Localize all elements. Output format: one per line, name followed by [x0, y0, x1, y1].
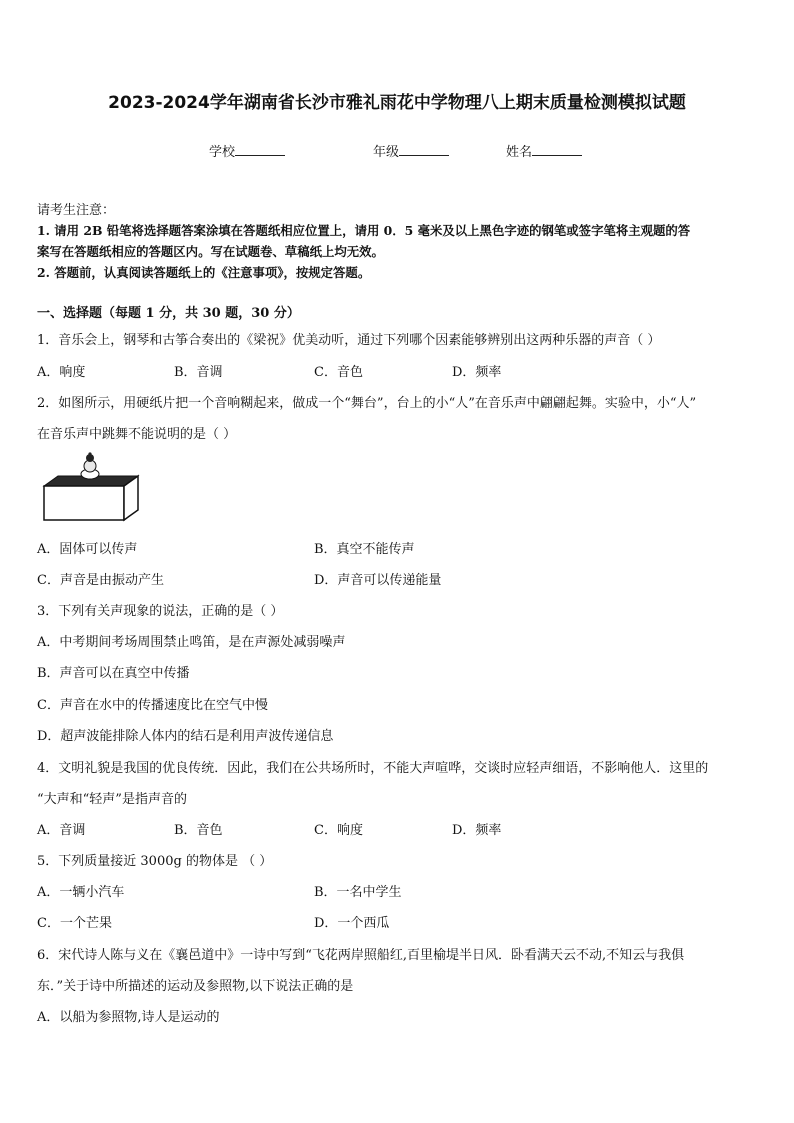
- question-3-option-d: D．超声波能排除人体内的结石是利用声波传递信息: [37, 729, 334, 744]
- grade-field: [373, 141, 449, 160]
- speaker-stage-figure: [40, 452, 140, 524]
- question-2-option-a: A．固体可以传声: [37, 542, 138, 557]
- question-5-option-b: B．一名中学生: [314, 885, 402, 900]
- school-label: 学校: [209, 145, 236, 160]
- question-5-option-d: D．一个西瓜: [314, 916, 390, 931]
- question-1-option-c: C．音色: [314, 365, 363, 380]
- exam-title: 2023-2024学年湖南省长沙市雅礼雨花中学物理八上期末质量检测模拟试题: [108, 93, 686, 113]
- question-5-option-a: A．一辆小汽车: [37, 885, 125, 900]
- student-info-row: [0, 141, 794, 161]
- question-6-stem-line-1: 6．宋代诗人陈与义在《襄邑道中》一诗中写到“飞花两岸照船红,百里榆堤半日风．卧看满天云不动,不知云与我俱: [37, 948, 685, 963]
- school-field: [209, 141, 285, 160]
- question-3-option-a: A．中考期间考场周围禁止鸣笛，是在声源处减弱噪声: [37, 635, 346, 650]
- question-4-option-d: D．频率: [452, 823, 502, 838]
- question-1-option-b: B．音调: [174, 365, 223, 380]
- question-2-stem-line-2: 在音乐声中跳舞不能说明的是（ ）: [37, 427, 237, 442]
- notice-line-3: 2. 答题前，认真阅读答题纸上的《注意事项》，按规定答题。: [37, 265, 371, 280]
- name-field: [506, 141, 582, 160]
- question-2-option-b: B．真空不能传声: [314, 542, 415, 557]
- notice-line-1: 1. 请用 2B 铅笔将选择题答案涂填在答题纸相应位置上，请用 0．5 毫米及以上黑色字迹的钢笔或签字笔将主观题的答: [37, 223, 691, 238]
- school-blank: [235, 143, 285, 156]
- question-1-option-a: A．响度: [37, 365, 86, 380]
- question-1-option-d: D．频率: [452, 365, 502, 380]
- question-3-stem: 3．下列有关声现象的说法，正确的是（ ）: [37, 604, 284, 619]
- question-2-option-d: D．声音可以传递能量: [314, 573, 442, 588]
- section-heading: 一、选择题（每题 1 分，共 30 题，30 分）: [37, 306, 300, 321]
- question-5-option-c: C．一个芒果: [37, 916, 112, 931]
- question-6-option-a: A．以船为参照物,诗人是运动的: [37, 1010, 220, 1025]
- question-4-option-a: A．音调: [37, 823, 86, 838]
- question-4-stem-line-1: 4．文明礼貌是我国的优良传统．因此，我们在公共场所时，不能大声喧哗，交谈时应轻声细语，不影响他人．这里的: [37, 761, 709, 776]
- grade-label: 年级: [373, 145, 400, 160]
- question-2-stem-line-1: 2．如图所示，用硬纸片把一个音响糊起来，做成一个“舞台”，台上的小“人”在音乐声中翩翩起舞。实验中，小“人”: [37, 396, 697, 411]
- question-4-stem-line-2: “大声和“轻声”是指声音的: [37, 792, 187, 807]
- question-2-option-c: C．声音是由振动产生: [37, 573, 164, 588]
- name-label: 姓名: [506, 145, 533, 160]
- question-5-stem: 5．下列质量接近 3000g 的物体是 （ ）: [37, 854, 273, 869]
- question-1-stem: 1．音乐会上，钢琴和古筝合奏出的《梁祝》优美动听，通过下列哪个因素能够辨别出这两种乐器的声音（ ）: [37, 333, 661, 348]
- question-3-option-b: B．声音可以在真空中传播: [37, 666, 190, 681]
- question-3-option-c: C．声音在水中的传播速度比在空气中慢: [37, 698, 268, 713]
- grade-blank: [399, 143, 449, 156]
- question-6-stem-line-2: 东．”关于诗中所描述的运动及参照物,以下说法正确的是: [37, 979, 354, 994]
- name-blank: [532, 143, 582, 156]
- question-4-option-b: B．音色: [174, 823, 223, 838]
- question-4-option-c: C．响度: [314, 823, 363, 838]
- notice-heading: 请考生注意：: [37, 203, 116, 218]
- notice-line-2: 案写在答题纸相应的答题区内。写在试题卷、草稿纸上均无效。: [37, 244, 384, 259]
